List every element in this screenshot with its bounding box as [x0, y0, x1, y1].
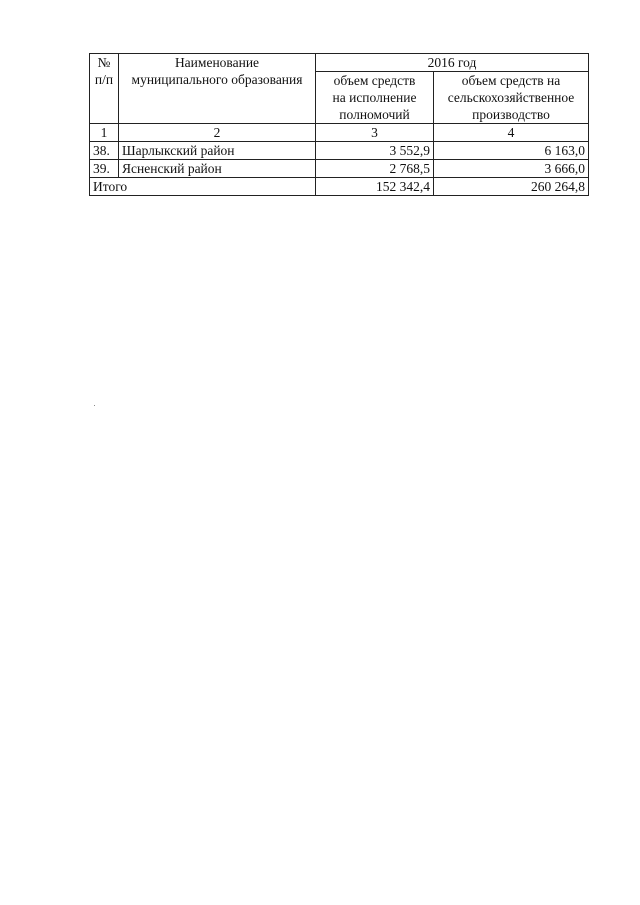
header-municipality-name: Наименование муниципального образования — [119, 54, 316, 124]
column-number: 4 — [434, 124, 589, 142]
scan-speck — [94, 405, 95, 406]
header-agriculture-funds: объем средств на сельскохозяйственное производство — [434, 72, 589, 124]
header-year: 2016 год — [316, 54, 589, 72]
column-number: 3 — [316, 124, 434, 142]
column-number-row — [90, 124, 589, 142]
row-value-powers: 3 552,9 — [316, 142, 434, 160]
row-value-powers: 2 768,5 — [316, 160, 434, 178]
table-header-row — [90, 54, 589, 72]
row-municipality: Ясненский район — [119, 160, 316, 178]
table-row — [90, 160, 589, 178]
column-number: 2 — [119, 124, 316, 142]
total-value-powers: 152 342,4 — [316, 178, 434, 196]
header-number: № п/п — [90, 54, 119, 124]
row-number: 39. — [90, 160, 119, 178]
header-powers-funds: объем средств на исполнение полномочий — [316, 72, 434, 124]
total-value-agriculture: 260 264,8 — [434, 178, 589, 196]
row-value-agriculture: 3 666,0 — [434, 160, 589, 178]
table-row — [90, 142, 589, 160]
total-row — [90, 178, 589, 196]
row-value-agriculture: 6 163,0 — [434, 142, 589, 160]
column-number: 1 — [90, 124, 119, 142]
budget-table — [89, 53, 589, 196]
total-label: Итого — [90, 178, 316, 196]
row-municipality: Шарлыкский район — [119, 142, 316, 160]
row-number: 38. — [90, 142, 119, 160]
